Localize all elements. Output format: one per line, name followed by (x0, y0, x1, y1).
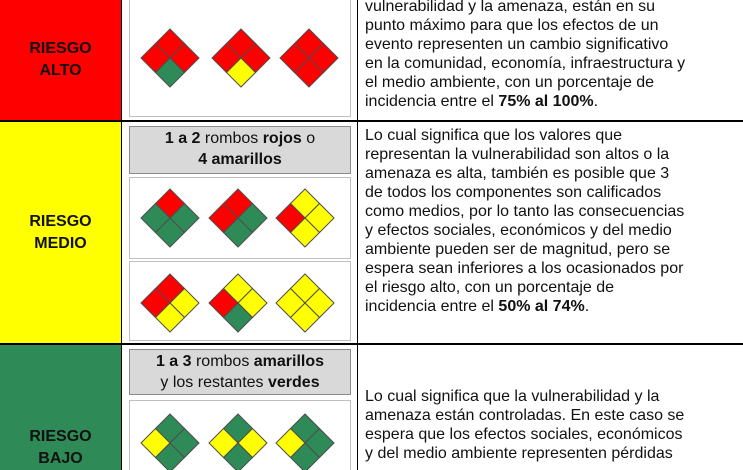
alto-desc-line: el medio ambiente, con un porcentaje de (365, 74, 655, 91)
medio-desc-line: representan la vulnerabilidad son altos o la (365, 146, 670, 163)
medio-diamond-row-1 (129, 177, 351, 259)
medio-desc-line: el riesgo alto, con un porcentaje de (365, 279, 615, 296)
diamond-icon (208, 273, 268, 333)
level-medio-line1: RIESGO (29, 212, 92, 230)
alto-desc-last-post: . (593, 93, 599, 110)
level-alto-label (29, 38, 91, 82)
diamond-icon (208, 188, 268, 248)
bajo-sub-e: verdes (268, 374, 320, 391)
alto-diamond-row (129, 0, 351, 117)
level-bajo-line2: BAJO (38, 449, 83, 467)
medio-desc-line: amenaza es alta, también es posible que 3 (365, 165, 670, 182)
medio-desc-last-pre: incidencia entre el (365, 298, 499, 315)
medio-sub-a: 1 a 2 (164, 130, 201, 147)
bajo-diamond-row (129, 400, 351, 470)
level-medio-cell (0, 122, 122, 343)
medio-diamond-row-2 (129, 261, 351, 341)
bajo-desc-line: espera que los efectos sociales, económicos (365, 426, 683, 443)
diamond-icon (208, 413, 268, 470)
alto-desc-last-pre: incidencia entre el (365, 93, 499, 110)
diamond-icon (140, 28, 200, 88)
bajo-sub-a: 1 a 3 (155, 353, 192, 370)
medio-sub-b: rombos (200, 130, 263, 147)
medio-desc-last-bold: 50% al 74% (498, 298, 585, 315)
diamond-icon (275, 188, 335, 248)
alto-desc-line: punto máximo para que los efectos de un (365, 17, 659, 34)
level-bajo-line1: RIESGO (29, 427, 92, 445)
medio-desc-last-line (365, 297, 738, 316)
medio-desc-last-post: . (584, 298, 590, 315)
medio-desc-line: de todos los componentes son calificados (365, 184, 662, 201)
alto-desc-last-line (365, 92, 738, 111)
medio-sub-d: o (301, 130, 316, 147)
bajo-desc-line: y del medio ambiente representen pérdidas (365, 445, 673, 462)
alto-desc-line: vulnerabilidad y la amenaza, están en su (365, 0, 655, 15)
bajo-sub-c: amarillos (253, 353, 325, 370)
medio-sub-e: 4 amarillos (198, 151, 282, 168)
diamond-icon (140, 413, 200, 470)
level-alto-cell (0, 0, 122, 120)
diamond-icon (211, 28, 271, 88)
bajo-sub-b: rombos (191, 353, 254, 370)
alto-desc-line: en la comunidad, economía, infraestructura y (365, 55, 686, 72)
diamond-icon (140, 188, 200, 248)
medio-desc-line: espera sean inferiores a los ocasionados por (365, 260, 684, 277)
bajo-sub-d: y los restantes (160, 374, 268, 391)
level-bajo-label (29, 426, 91, 470)
medio-desc-line: Lo cual significa que los valores que (365, 127, 623, 144)
bajo-desc-line: Lo cual significa que la vulnerabilidad y la (365, 388, 660, 405)
level-medio-line2: MEDIO (34, 234, 87, 252)
alto-desc-last-bold: 75% al 100% (498, 93, 594, 110)
alto-desc-line: evento representen un cambio significativo (365, 36, 669, 53)
medio-subheader (129, 126, 351, 174)
medio-desc-line: como medios, por lo tanto las consecuencias (365, 203, 685, 220)
diamond-icon (279, 28, 339, 88)
diamond-icon (275, 273, 335, 333)
medio-desc-line: y efectos sociales, económicos y del medio (365, 222, 672, 239)
medio-desc-line: ambiente pueden ser de magnitud, pero se (365, 241, 671, 258)
bajo-subheader (129, 349, 351, 395)
diamond-icon (275, 413, 335, 470)
bajo-desc-line: amenaza están controladas. En este caso se (365, 407, 685, 424)
alto-description (365, 0, 738, 111)
level-alto-line2: ALTO (39, 62, 82, 79)
level-medio-label (29, 211, 91, 255)
level-bajo-cell (0, 345, 122, 470)
bajo-description (365, 387, 738, 463)
diamond-icon (140, 273, 200, 333)
medio-description (365, 126, 738, 316)
medio-sub-c: rojos (262, 130, 302, 147)
level-alto-line1: RIESGO (29, 40, 92, 57)
